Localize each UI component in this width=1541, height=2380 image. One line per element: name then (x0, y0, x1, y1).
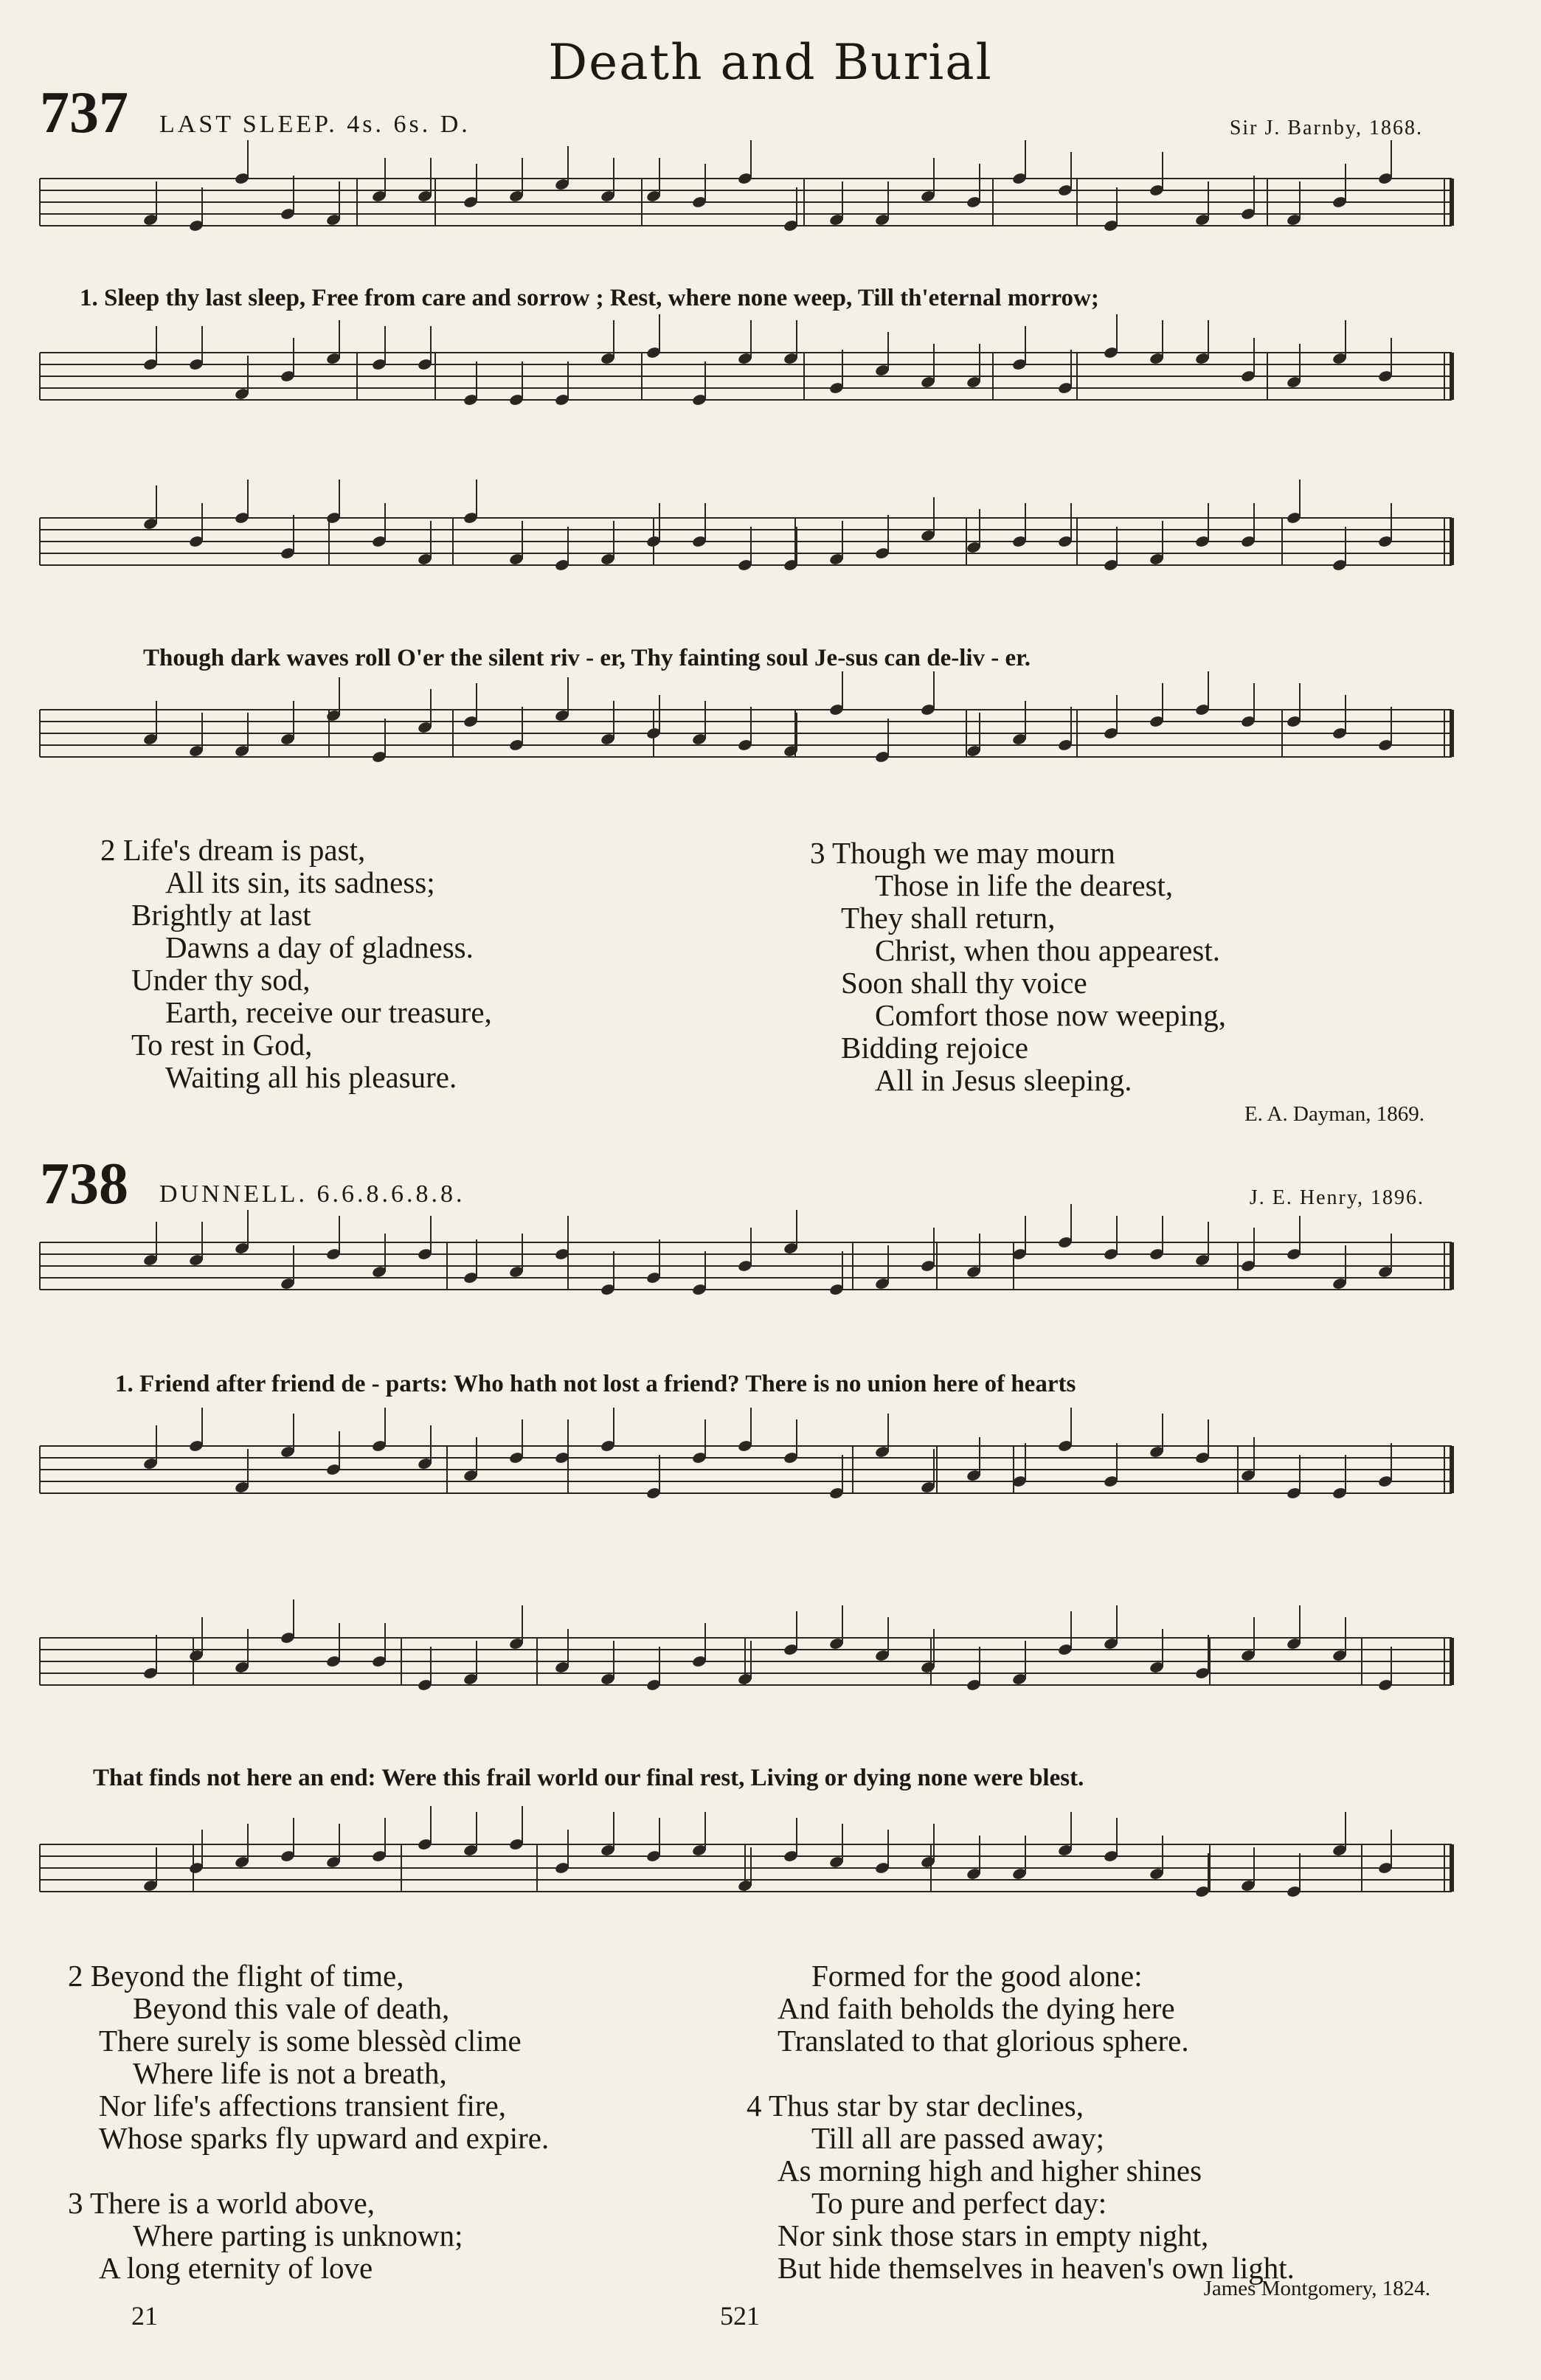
verse-line: 3 There is a world above, (68, 2186, 375, 2220)
verse-line: And faith beholds the dying here (778, 1991, 1175, 2025)
verse-line: Formed for the good alone: (811, 1959, 1143, 1993)
verse-737-2 (100, 834, 492, 1093)
verse-line: Under thy sod, (131, 963, 311, 997)
hymn-number-738: 738 (40, 1152, 128, 1217)
tune-name-738: DUNNELL. 6.6.8.6.8.8. (159, 1180, 465, 1208)
section-title: Death and Burial (548, 34, 993, 91)
verse-line: Translated to that glorious sphere. (778, 2024, 1189, 2058)
verse-line: 2 Beyond the flight of time, (68, 1959, 404, 1993)
author-738: James Montgomery, 1824. (1203, 2277, 1430, 2300)
verse-line: 2 Life's dream is past, (100, 833, 366, 867)
composer-738: J. E. Henry, 1896. (1249, 1186, 1424, 1209)
verse-line: Beyond this vale of death, (133, 1991, 450, 2025)
verse-line: Brightly at last (131, 898, 311, 932)
page-number: 521 (720, 2301, 760, 2331)
verse-line: To pure and perfect day: (811, 2186, 1107, 2220)
verse-line: Where life is not a breath, (133, 2056, 447, 2090)
verse-line: But hide themselves in heaven's own light. (778, 2251, 1295, 2285)
verse-line: To rest in God, (131, 1028, 313, 1062)
verse-738-3-cont (747, 1959, 1295, 2284)
lyric-737-line2: Though dark waves roll O'er the silent riv - er, Thy fainting soul Je-sus can de-liv - er. (143, 645, 1031, 671)
verse-line: Nor sink those stars in empty night, (778, 2218, 1209, 2252)
verse-line: All its sin, its sadness; (165, 865, 435, 899)
signature-mark: 21 (131, 2301, 158, 2331)
verse-line: Waiting all his pleasure. (165, 1060, 457, 1094)
verse-line: Dawns a day of gladness. (165, 930, 474, 964)
verse-line: Soon shall thy voice (841, 966, 1087, 1000)
verse-line: Comfort those now weeping, (875, 998, 1226, 1032)
verse-738-2 (68, 1959, 549, 2284)
verse-line: Till all are passed away; (811, 2121, 1105, 2155)
verse-line: Those in life the dearest, (875, 868, 1174, 902)
verse-line: A long eternity of love (99, 2251, 373, 2285)
hymn-number-737: 737 (40, 80, 128, 145)
verse-line: Whose sparks fly upward and expire. (99, 2121, 550, 2155)
verse-line: Bidding rejoice (841, 1031, 1028, 1065)
author-737: E. A. Dayman, 1869. (1244, 1102, 1424, 1126)
lyric-738-line2: That finds not here an end: Were this frail world our final rest, Living or dying none were blest. (93, 1765, 1084, 1791)
verse-line: 4 Thus star by star declines, (747, 2089, 1084, 2123)
verse-737-3 (810, 837, 1226, 1096)
verse-line: All in Jesus sleeping. (875, 1063, 1132, 1097)
verse-line: Earth, receive our treasure, (165, 995, 492, 1029)
tune-name-737: LAST SLEEP. 4s. 6s. D. (159, 111, 471, 138)
verse-line: They shall return, (841, 901, 1056, 935)
verse-line: Nor life's affections transient fire, (99, 2089, 506, 2123)
verse-line: Where parting is unknown; (133, 2218, 463, 2252)
verse-line: As morning high and higher shines (778, 2154, 1202, 2187)
lyric-738-line1: 1. Friend after friend de - parts: Who hath not lost a friend? There is no union here of hearts (115, 1371, 1076, 1397)
verse-line: Christ, when thou appearest. (875, 933, 1220, 967)
verse-line: 3 Though we may mourn (810, 836, 1115, 870)
lyric-737-line1: 1. Sleep thy last sleep, Free from care and sorrow ; Rest, where none weep, Till th'eternal morrow; (80, 285, 1099, 311)
composer-737: Sir J. Barnby, 1868. (1229, 117, 1423, 139)
verse-line: There surely is some blessèd clime (99, 2024, 522, 2058)
